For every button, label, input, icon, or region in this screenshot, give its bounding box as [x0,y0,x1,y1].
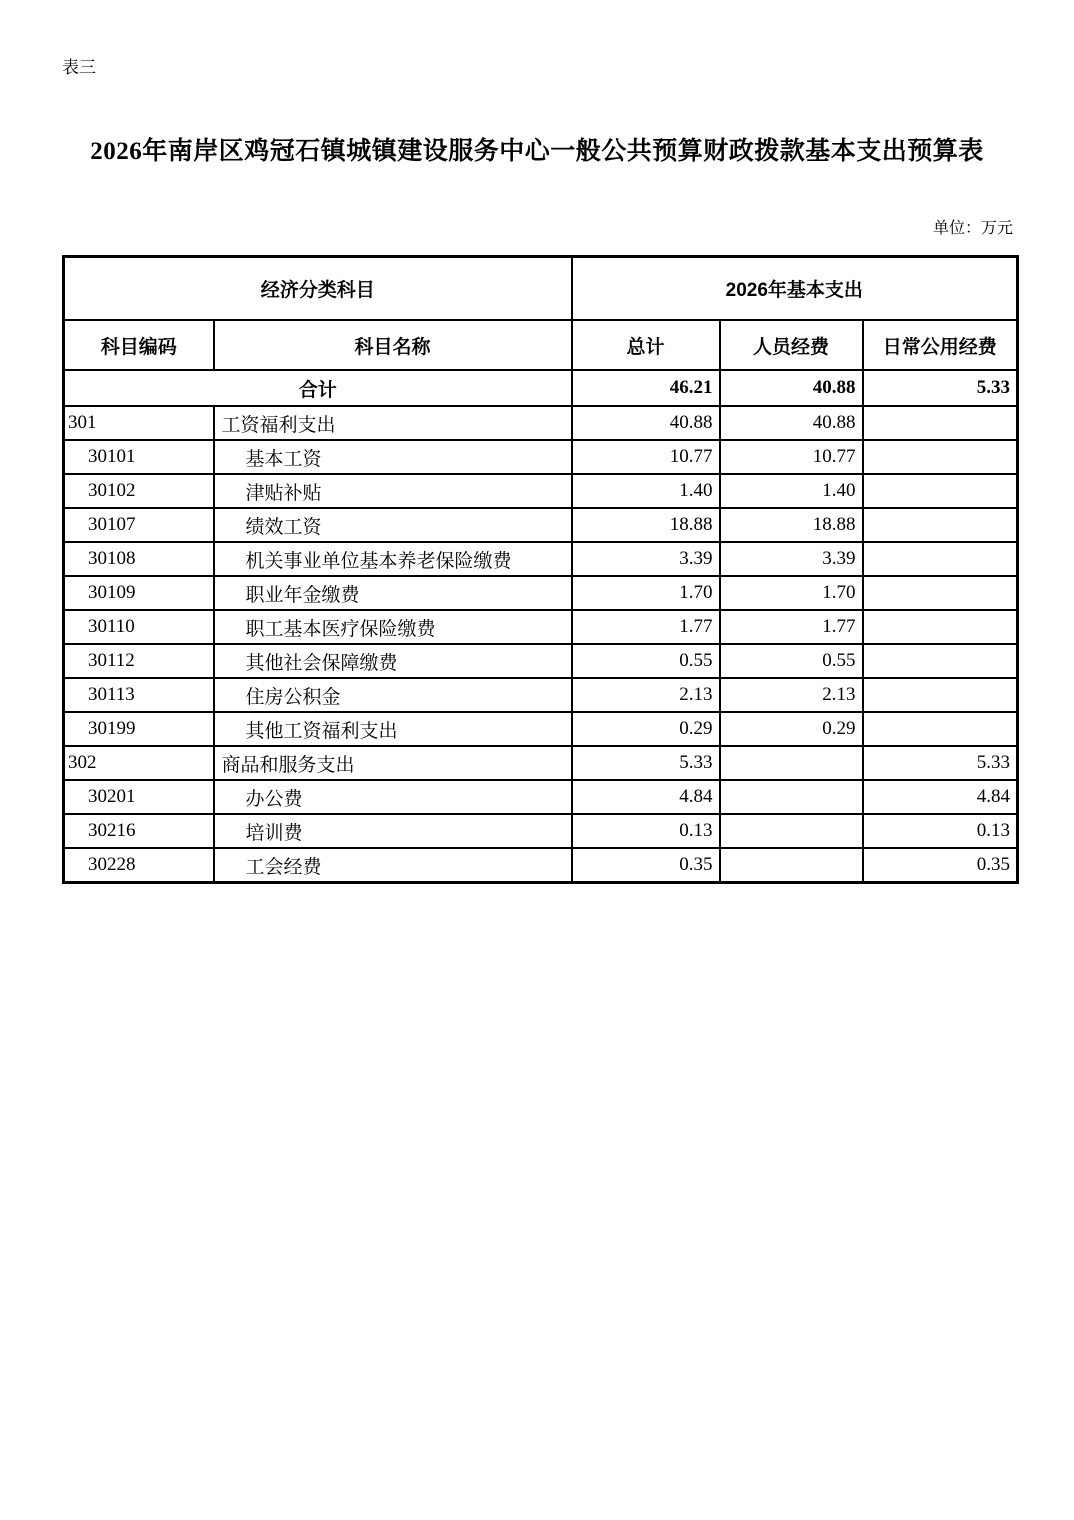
total-cell: 0.55 [572,644,720,678]
subject-name-cell: 工资福利支出 [214,406,572,440]
daily-cell [863,474,1018,508]
unit-note: 单位：万元 [932,220,1013,237]
personnel-cell: 0.55 [720,644,863,678]
subject-name-cell: 基本工资 [214,440,572,474]
subject-name-cell: 其他工资福利支出 [214,712,572,746]
subject-code-cell: 30108 [64,542,214,576]
subject-name-cell: 绩效工资 [214,508,572,542]
total-cell: 3.39 [572,542,720,576]
personnel-cell: 1.70 [720,576,863,610]
col-header-total: 总计 [572,320,720,370]
total-row [64,370,1018,406]
table-row [64,508,1018,542]
total-daily-cell: 5.33 [863,370,1018,406]
subject-name-cell: 培训费 [214,814,572,848]
subject-code-cell: 30102 [64,474,214,508]
personnel-cell [720,780,863,814]
table-row [64,542,1018,576]
header-2026-basic-expenditure: 2026年基本支出 [572,257,1018,321]
subject-code-cell: 30113 [64,678,214,712]
daily-cell: 0.35 [863,848,1018,883]
personnel-cell [720,746,863,780]
table-row [64,814,1018,848]
personnel-cell [720,814,863,848]
daily-cell [863,576,1018,610]
subject-name-cell: 职工基本医疗保险缴费 [214,610,572,644]
daily-cell [863,644,1018,678]
total-cell: 4.84 [572,780,720,814]
daily-cell [863,678,1018,712]
total-cell: 18.88 [572,508,720,542]
total-cell: 0.35 [572,848,720,883]
subject-code-cell: 301 [64,406,214,440]
personnel-cell: 40.88 [720,406,863,440]
table-row [64,644,1018,678]
subject-code-cell: 30110 [64,610,214,644]
personnel-cell: 1.77 [720,610,863,644]
total-label-cell: 合计 [64,370,572,406]
personnel-cell: 10.77 [720,440,863,474]
subject-name-cell: 津贴补贴 [214,474,572,508]
subject-name-cell: 商品和服务支出 [214,746,572,780]
daily-cell: 0.13 [863,814,1018,848]
subject-code-cell: 30101 [64,440,214,474]
col-header-daily-public-expense: 日常公用经费 [863,320,1018,370]
subject-name-cell: 办公费 [214,780,572,814]
total-personnel-cell: 40.88 [720,370,863,406]
subject-code-cell: 30199 [64,712,214,746]
subject-code-cell: 30228 [64,848,214,883]
personnel-cell: 1.40 [720,474,863,508]
subject-name-cell: 职业年金缴费 [214,576,572,610]
subject-code-cell: 30109 [64,576,214,610]
header-economic-classification: 经济分类科目 [64,257,572,321]
total-sum-cell: 46.21 [572,370,720,406]
subject-code-cell: 302 [64,746,214,780]
personnel-cell: 3.39 [720,542,863,576]
daily-cell [863,508,1018,542]
total-cell: 5.33 [572,746,720,780]
subject-code-cell: 30107 [64,508,214,542]
subject-code-cell: 30216 [64,814,214,848]
budget-table [62,255,1019,884]
daily-cell [863,610,1018,644]
daily-cell [863,542,1018,576]
table-row [64,678,1018,712]
subject-name-cell: 机关事业单位基本养老保险缴费 [214,542,572,576]
table-row [64,576,1018,610]
daily-cell [863,406,1018,440]
col-header-personnel-expense: 人员经费 [720,320,863,370]
subject-name-cell: 住房公积金 [214,678,572,712]
table-row [64,780,1018,814]
personnel-cell: 0.29 [720,712,863,746]
subject-name-cell: 其他社会保障缴费 [214,644,572,678]
sheet-label: 表三 [62,58,96,77]
personnel-cell: 18.88 [720,508,863,542]
total-cell: 0.29 [572,712,720,746]
page-title: 2026年南岸区鸡冠石镇城镇建设服务中心一般公共预算财政拨款基本支出预算表 [90,138,984,165]
total-cell: 0.13 [572,814,720,848]
col-header-subject-code: 科目编码 [64,320,214,370]
total-cell: 1.70 [572,576,720,610]
col-header-subject-name: 科目名称 [214,320,572,370]
total-cell: 1.77 [572,610,720,644]
total-cell: 1.40 [572,474,720,508]
header-group-row [64,257,1018,321]
daily-cell: 5.33 [863,746,1018,780]
personnel-cell: 2.13 [720,678,863,712]
total-cell: 40.88 [572,406,720,440]
subject-code-cell: 30201 [64,780,214,814]
daily-cell: 4.84 [863,780,1018,814]
table-row [64,746,1018,780]
subject-name-cell: 工会经费 [214,848,572,883]
table-row [64,848,1018,883]
daily-cell [863,440,1018,474]
header-columns-row [64,320,1018,370]
table-row [64,610,1018,644]
table-row [64,474,1018,508]
daily-cell [863,712,1018,746]
total-cell: 2.13 [572,678,720,712]
subject-code-cell: 30112 [64,644,214,678]
table-row [64,406,1018,440]
total-cell: 10.77 [572,440,720,474]
personnel-cell [720,848,863,883]
table-row [64,712,1018,746]
table-row [64,440,1018,474]
